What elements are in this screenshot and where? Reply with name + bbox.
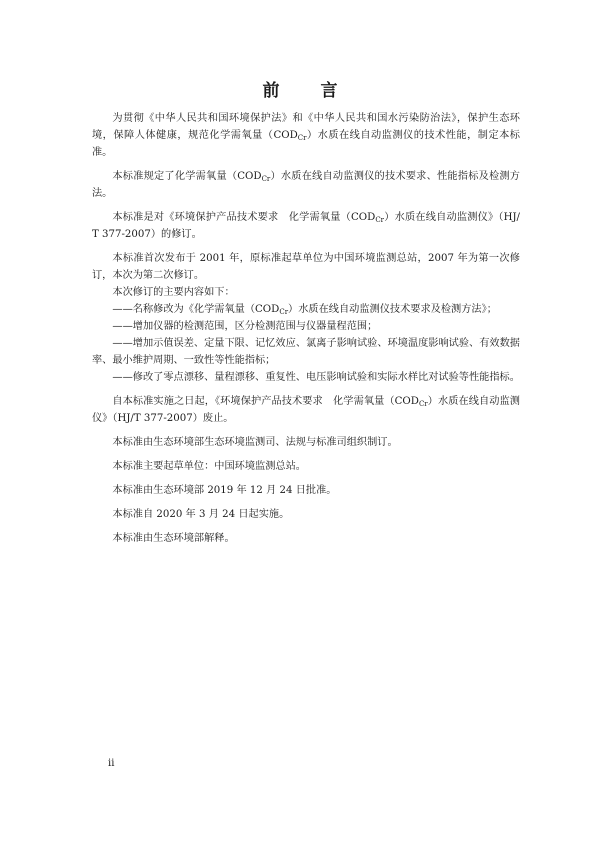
text: ）水质在线自动监测仪的技术要求、性能指标及检测方法。 — [92, 171, 520, 199]
text: ）水质在线自动监测仪的技术性能，制定本标准。 — [92, 130, 520, 158]
page-title: 前 言 — [262, 81, 350, 101]
text: 本标准主要起草单位：中国环境监测总站。 — [112, 461, 306, 472]
paragraph-interpretation — [92, 530, 520, 547]
paragraph-history — [92, 250, 520, 284]
paragraph-repeal — [92, 393, 520, 427]
text: 本标准由生态环境部 2019 年 12 月 24 日批准。 — [112, 485, 337, 496]
list-item-modified-indicators — [92, 369, 520, 386]
text: ——修改了零点漂移、量程漂移、重复性、电压影响试验和实际水样比对试验等性能指标。 — [112, 372, 520, 383]
subscript: Cr — [261, 175, 271, 183]
text: ——增加示值误差、定量下限、记忆效应、氯离子影响试验、环境温度影响试验、有效数据率、最小维护周期、一致性等性能指标； — [92, 338, 520, 366]
subscript: Cr — [297, 134, 307, 142]
text: ）水质在线自动监测仪》（HJ/T 377-2007）的修订。 — [92, 212, 520, 240]
paragraph-purpose — [92, 110, 520, 161]
paragraph-implementation — [92, 506, 520, 523]
text: ——名称修改为《化学需氧量（COD — [112, 304, 280, 315]
text: ）水质在线自动监测仪技术要求及检测方法》； — [288, 304, 497, 315]
paragraph-changes-intro — [92, 284, 520, 301]
text: 本标准首次发布于 2001 年，原标准起草单位为中国环境监测总站，2007 年为第一次修订，本次为第二次修订。 — [92, 253, 520, 281]
paragraph-approval — [92, 482, 520, 499]
text: 本标准规定了化学需氧量（COD — [112, 171, 262, 182]
text: 自本标准实施之日起，《环境保护产品技术要求 化学需氧量（COD — [112, 396, 419, 407]
list-item-rename — [92, 301, 520, 318]
paragraph-organizer — [92, 434, 520, 451]
text: 本标准自 2020 年 3 月 24 日起实施。 — [112, 509, 290, 520]
subscript: Cr — [375, 216, 385, 224]
text: 本标准由生态环境部生态环境监测司、法规与标准司组织制订。 — [112, 437, 398, 448]
paragraph-scope — [92, 168, 520, 202]
text: 本次修订的主要内容如下： — [112, 287, 235, 298]
subscript: Cr — [418, 400, 428, 408]
text: ——增加仪器的检测范围，区分检测范围与仪器量程范围； — [112, 321, 378, 332]
text: 本标准是对《环境保护产品技术要求 化学需氧量（COD — [112, 212, 376, 223]
list-item-range — [92, 318, 520, 335]
text: 为贯彻《中华人民共和国环境保护法》和《中华人民共和国水污染防治法》，保护生态环境，保障人体健康，规范化学需氧量（COD — [92, 113, 520, 141]
paragraph-revision-of — [92, 209, 520, 243]
text: 本标准由生态环境部解释。 — [112, 533, 235, 544]
list-item-added-indicators — [92, 335, 520, 369]
page-number: ii — [108, 758, 115, 769]
text: ）水质在线自动监测仪》（HJ/T 377-2007）废止。 — [92, 396, 520, 424]
paragraph-drafter — [92, 458, 520, 475]
preface-body — [92, 110, 520, 547]
subscript: Cr — [279, 308, 289, 316]
